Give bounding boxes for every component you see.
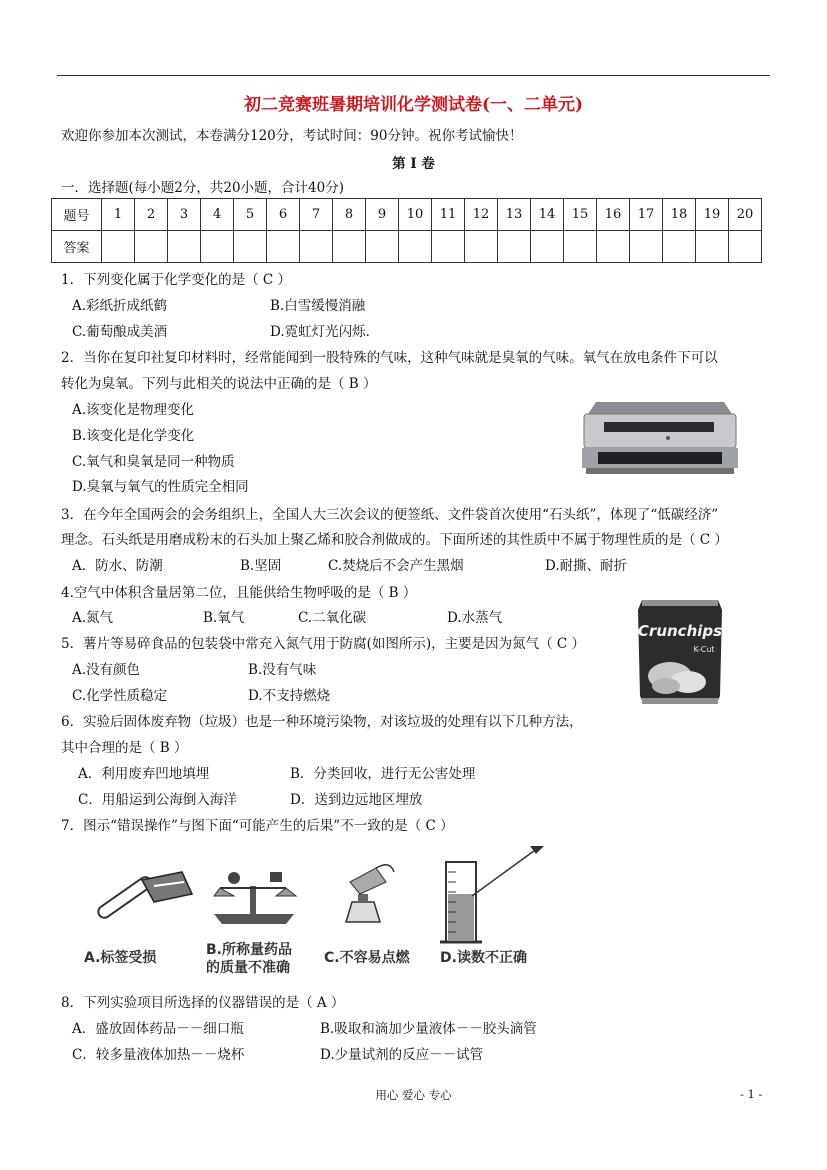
answer-cell[interactable] bbox=[597, 231, 630, 263]
question-5-stem: 5．薯片等易碎食品的包装袋中常充入氮气用于防腐(如图所示)，主要是因为氮气（ C ） bbox=[61, 636, 586, 652]
table-header-number: 题号 bbox=[52, 199, 102, 231]
operation-d-drawing bbox=[440, 846, 544, 942]
answer-cell[interactable] bbox=[135, 231, 168, 263]
table-cell: 19 bbox=[696, 199, 729, 231]
question-2-option-d: D.臭氧与氧气的性质完全相同 bbox=[72, 479, 249, 495]
table-row-numbers bbox=[52, 199, 762, 231]
part-heading bbox=[61, 176, 344, 196]
question-6-option-a: A．利用废弃凹地填埋 bbox=[78, 766, 210, 782]
answer-cell[interactable] bbox=[234, 231, 267, 263]
question-8-option-c: C．较多量液体加热－－烧杯 bbox=[72, 1047, 245, 1063]
answer-cell[interactable] bbox=[168, 231, 201, 263]
question-8-option-a: A．盛放固体药品－－细口瓶 bbox=[72, 1021, 244, 1037]
answer-cell[interactable] bbox=[531, 231, 564, 263]
question-2-option-a: A.该变化是物理变化 bbox=[72, 402, 195, 418]
question-8-option-d: D.少量试剂的反应－－试管 bbox=[320, 1047, 484, 1063]
table-row-answers bbox=[52, 231, 762, 263]
question-4-option-d: D.水蒸气 bbox=[447, 610, 503, 626]
table-cell: 14 bbox=[531, 199, 564, 231]
answer-cell[interactable] bbox=[432, 231, 465, 263]
question-6-option-b: B．分类回收，进行无公害处理 bbox=[290, 766, 476, 782]
question-8-stem: 8．下列实验项目所选择的仪器错误的是（ A ） bbox=[61, 995, 345, 1011]
answer-cell[interactable] bbox=[399, 231, 432, 263]
answer-cell[interactable] bbox=[564, 231, 597, 263]
question-1-option-d: D.霓虹灯光闪烁． bbox=[270, 324, 380, 340]
question-3-option-c: C.焚烧后不会产生黑烟 bbox=[328, 558, 464, 574]
answer-cell[interactable] bbox=[201, 231, 234, 263]
operation-a-drawing bbox=[96, 872, 192, 920]
table-cell: 2 bbox=[135, 199, 168, 231]
table-cell: 5 bbox=[234, 199, 267, 231]
question-2-stem-line2: 转化为臭氧。下列与此相关的说法中正确的是（ B ） bbox=[61, 376, 377, 392]
section-heading: 第 I 卷 bbox=[392, 156, 435, 172]
question-1-option-b: B.白雪缓慢消融 bbox=[270, 298, 366, 314]
question-6-stem-line1: 6．实验后固体废弃物（垃圾）也是一种环境污染物，对该垃圾的处理有以下几种方法， bbox=[61, 714, 583, 730]
question-3-option-d: D.耐撕、耐折 bbox=[545, 558, 628, 574]
operation-c-drawing bbox=[346, 865, 394, 922]
question-2-option-c: C.氧气和臭氧是同一种物质 bbox=[72, 454, 235, 470]
question-6-stem-line2: 其中合理的是（ B ） bbox=[61, 740, 188, 756]
question-5-option-b: B.没有气味 bbox=[248, 662, 317, 678]
question-3-option-b: B.坚固 bbox=[240, 558, 282, 574]
page-title: 初二竞赛班暑期培训化学测试卷(一、二单元) bbox=[243, 95, 584, 115]
question-6-option-d: D．送到边远地区埋放 bbox=[290, 792, 423, 808]
question-1-stem: 1．下列变化属于化学变化的是（ C ） bbox=[61, 272, 292, 288]
operation-b-caption-line2: 的质量不准确 bbox=[206, 960, 290, 976]
answer-cell[interactable] bbox=[663, 231, 696, 263]
table-cell: 15 bbox=[564, 199, 597, 231]
question-5-option-d: D.不支持燃烧 bbox=[248, 688, 331, 704]
question-4-option-b: B.氧气 bbox=[203, 610, 245, 626]
table-cell: 1 bbox=[102, 199, 135, 231]
page-number: - 1 - bbox=[740, 1087, 763, 1101]
operation-c-caption: C.不容易点燃 bbox=[324, 950, 410, 966]
answer-cell[interactable] bbox=[300, 231, 333, 263]
question-4-option-a: A.氮气 bbox=[72, 610, 114, 626]
table-cell: 3 bbox=[168, 199, 201, 231]
question-7-stem: 7．图示“错误操作”与图下面“可能产生的后果”不一致的是（ C ） bbox=[61, 818, 454, 834]
question-8-option-b: B.吸取和滴加少量液体－－胶头滴管 bbox=[320, 1021, 537, 1037]
answer-cell[interactable] bbox=[333, 231, 366, 263]
answer-cell[interactable] bbox=[102, 231, 135, 263]
question-3-option-a: A．防水、防潮 bbox=[72, 558, 163, 574]
table-cell: 8 bbox=[333, 199, 366, 231]
question-6-option-c: C．用船运到公海倒入海洋 bbox=[78, 792, 237, 808]
table-cell: 12 bbox=[465, 199, 498, 231]
question-3-stem-line2: 理念。石头纸是用磨成粉末的石头加上聚乙烯和胶合剂做成的。下面所述的其性质中不属于物理性质的是（ C ） bbox=[61, 532, 728, 548]
question-5-option-c: C.化学性质稳定 bbox=[72, 688, 168, 704]
table-cell: 6 bbox=[267, 199, 300, 231]
question-1-option-c: C.葡萄酿成美酒 bbox=[72, 324, 168, 340]
table-cell: 7 bbox=[300, 199, 333, 231]
answer-cell[interactable] bbox=[498, 231, 531, 263]
part-heading-text: 一．选择题(每小题2分，共20小题，合计40分) bbox=[61, 180, 344, 196]
operation-b-drawing bbox=[214, 872, 296, 924]
table-cell: 17 bbox=[630, 199, 663, 231]
operation-b-caption-line1: B.所称量药品 bbox=[206, 942, 292, 958]
answer-cell[interactable] bbox=[465, 231, 498, 263]
footer-motto: 用心 爱心 专心 bbox=[375, 1088, 452, 1102]
question-4-stem: 4.空气中体积含量居第二位，且能供给生物呼吸的是（ B ） bbox=[61, 585, 417, 601]
table-cell: 18 bbox=[663, 199, 696, 231]
printer-image bbox=[574, 392, 742, 480]
table-header-answer: 答案 bbox=[52, 231, 102, 263]
chips-brand-text: Crunchips bbox=[637, 622, 723, 640]
chips-bag-image bbox=[636, 596, 724, 708]
answer-cell[interactable] bbox=[696, 231, 729, 263]
question-5-option-a: A.没有颜色 bbox=[72, 662, 141, 678]
chips-sub-text: K-Cut bbox=[693, 645, 715, 654]
question-3-stem-line1: 3．在今年全国两会的会务组织上，全国人大三次会议的便签纸、文件袋首次使用“石头纸”，体现了“低碳经济” bbox=[61, 507, 719, 523]
header-rule bbox=[57, 75, 770, 76]
table-cell: 9 bbox=[366, 199, 399, 231]
operation-d-caption: D.读数不正确 bbox=[440, 950, 527, 966]
table-cell: 4 bbox=[201, 199, 234, 231]
intro-text: 欢迎你参加本次测试，本卷满分120分，考试时间：90分钟。祝你考试愉快！ bbox=[61, 128, 523, 144]
answer-cell[interactable] bbox=[366, 231, 399, 263]
table-cell: 11 bbox=[432, 199, 465, 231]
table-cell: 20 bbox=[729, 199, 762, 231]
question-1-option-a: A.彩纸折成纸鹤 bbox=[72, 298, 168, 314]
table-cell: 16 bbox=[597, 199, 630, 231]
answer-table bbox=[51, 198, 762, 263]
answer-cell[interactable] bbox=[267, 231, 300, 263]
answer-cell[interactable] bbox=[630, 231, 663, 263]
question-2-stem-line1: 2．当你在复印社复印材料时，经常能闻到一股特殊的气味，这种气味就是臭氧的气味。氧气在放电条件下可以 bbox=[61, 350, 718, 366]
operation-a-caption: A.标签受损 bbox=[84, 950, 157, 966]
table-cell: 13 bbox=[498, 199, 531, 231]
question-4-option-c: C.二氧化碳 bbox=[298, 610, 367, 626]
lab-operations-figure bbox=[84, 842, 554, 982]
question-2-option-b: B.该变化是化学变化 bbox=[72, 428, 195, 444]
table-cell: 10 bbox=[399, 199, 432, 231]
answer-cell[interactable] bbox=[729, 231, 762, 263]
